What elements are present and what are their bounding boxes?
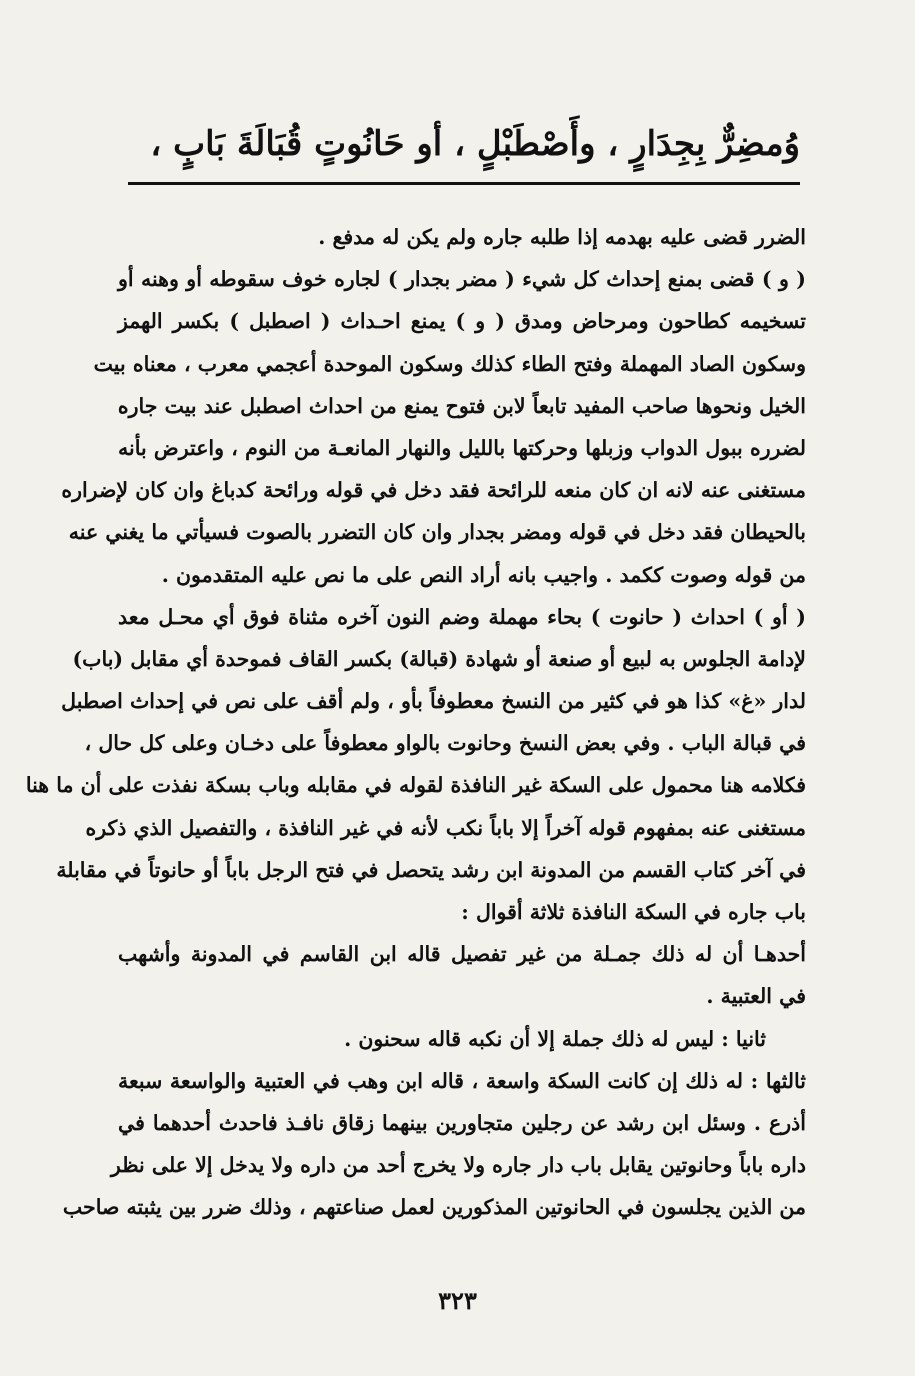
header-divider (128, 182, 800, 185)
text-line: لضرره ببول الدواب وزبلها وحركتها بالليل والنهار المانعـة من النوم ، واعترض بأنه (118, 435, 806, 460)
text-line: من الذين يجلسون في الحانوتين المذكورين لعمل صناعتهم ، وذلك ضرر بين يثبته صاحب (62, 1195, 806, 1220)
text-line: الضرر قضى عليه بهدمه إذا طلبه جاره ولم يكن له مدفع . (318, 225, 806, 249)
text-line: ثانيا : ليس له ذلك جملة إلا أن نكبه قاله سحنون . (344, 1026, 766, 1051)
text-line: داره باباً وحانوتين يقابل باب دار جاره ولا يخرج أحد من داره ولا يدخل إلا على نظر (110, 1153, 806, 1178)
body-text (25, 216, 806, 1229)
text-line: ثالثها : له ذلك إن كانت السكة واسعة ، قاله ابن وهب في العتبية والواسعة سبعة (118, 1068, 806, 1093)
text-line: في العتبية . (706, 984, 806, 1009)
text-line: تسخيمه كطاحون ومرحاض ومدق ( و ) يمنع احـداث ( اصطبل ) بكسر الهمز (118, 309, 806, 334)
text-line: أذرع . وسئل ابن رشد عن رجلين متجاورين بينهما زقاق نافـذ فاحدث أحدهما في (118, 1110, 806, 1135)
text-line: لدار «غ» كذا هو في كثير من النسخ معطوفاً بأو ، ولم أقف على نص في إحداث اصطبل (61, 689, 806, 714)
text-line: ( و ) قضى بمنع إحداث كل شيء ( مضر بجدار ) لجاره خوف سقوطه أو وهنه أو (118, 267, 806, 292)
text-line: بالحيطان فقد دخل في قوله ومضر بجدار وان كان التضرر بالصوت فسيأتي ما يغني عنه (68, 520, 806, 545)
text-line: مستغنى عنه لانه ان كان منعه للرائحة فقد دخل في قوله ورائحة كدباغ وان كان لإضراره (61, 478, 806, 503)
text-line: أحدهـا أن له ذلك جمـلة من غير تفصيل قاله ابن القاسم في المدونة وأشهب (118, 942, 806, 967)
text-line: لإدامة الجلوس به لبيع أو صنعة أو شهادة (قبالة) بكسر القاف فموحدة أي مقابل (باب) (72, 646, 806, 671)
text-line: الخيل ونحوها صاحب المفيد تابعاً لابن فتوح يمنع من احداث اصطبل عند بيت جاره (117, 393, 806, 418)
page-header: وُمضِرٌّ بِجِدَارٍ ، وأَصْطَبْلٍ ، أو حَانُوتٍ قُبَالَةَ بَابٍ ، (150, 124, 800, 164)
text-line: وسكون الصاد المهملة وفتح الطاء كذلك وسكون الموحدة أعجمي معرب ، معناه بيت (93, 351, 806, 376)
text-line: مستغنى عنه بمفهوم قوله آخراً إلا باباً نكب لأنه في غير النافذة ، والتفصيل الذي ذكره (85, 815, 806, 840)
text-line: في قبالة الباب . وفي بعض النسخ وحانوت بالواو معطوفاً على دخـان وعلى كل حال ، (84, 731, 806, 756)
page-number: ٣٢٣ (438, 1286, 477, 1315)
text-line: باب جاره في السكة النافذة ثلاثة أقوال : (461, 900, 806, 924)
text-line: في آخر كتاب القسم من المدونة ابن رشد يتحصل في فتح الرجل باباً أو حانوتاً في مقابلة (56, 857, 806, 882)
text-line: من قوله وصوت ككمد . واجيب بانه أراد النص على ما نص عليه المتقدمون . (161, 562, 806, 587)
text-line: ( أو ) احداث ( حانوت ) بحاء مهملة وضم النون آخره مثناة فوق أي محـل معد (118, 604, 806, 629)
text-line: فكلامه هنا محمول على السكة غير النافذة لقوله في مقابله وباب بسكة نفذت على أن ما هنا (25, 773, 806, 798)
